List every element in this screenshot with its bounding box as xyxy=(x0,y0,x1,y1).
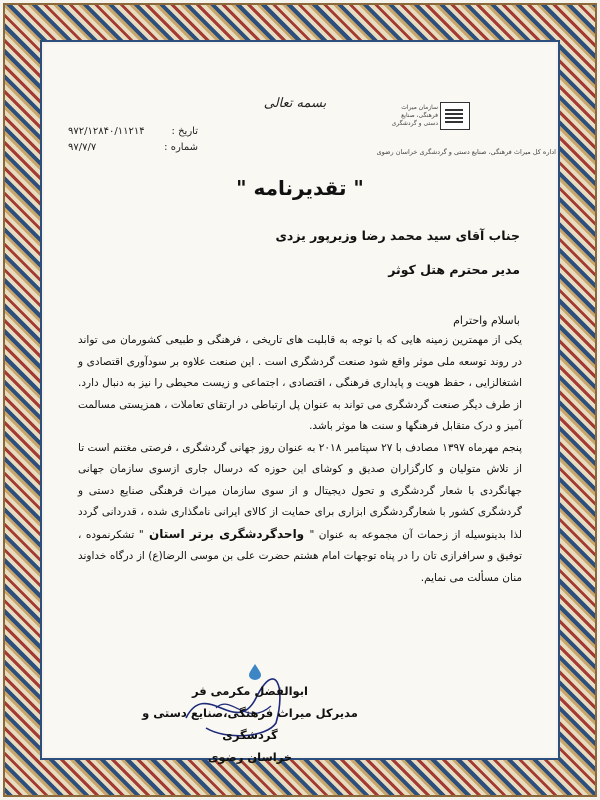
certificate-title: " تقدیرنامه " xyxy=(236,176,364,200)
number-value: ۹۷/۷/۷ xyxy=(68,142,97,153)
date-row xyxy=(68,124,198,140)
number-label: شماره : xyxy=(164,142,198,153)
letter-body xyxy=(78,330,522,589)
date-value: ۹۷۲/۱۲۸۴۰/۱۱۲۱۴ xyxy=(68,126,145,137)
signer-name: ابوالفضل مکرمی فر xyxy=(191,684,308,698)
recipient-position: مدیر محترم هتل کوثر xyxy=(388,262,520,277)
organization-caption: اداره کل میراث فرهنگی، صنایع دستی و گردشگری خراسان رضوی xyxy=(376,148,556,156)
greeting: باسلام واحترام xyxy=(453,314,520,327)
signer-region: خراسان رضوی xyxy=(207,750,293,764)
signer-title: مدیرکل میراث فرهنگی،صنایع دستی و گردشگری xyxy=(142,706,358,742)
paragraph-2 xyxy=(78,438,522,590)
ink-stamp-icon xyxy=(248,664,262,680)
org-line: سازمان میراث xyxy=(401,104,438,111)
number-row xyxy=(68,140,198,156)
basmala: بسمه تعالی xyxy=(263,96,327,111)
signature-block xyxy=(120,680,380,768)
paragraph-2-closing: " تشکرنموده ، توفیق و سرافرازی تان را در پناه توجهات امام هشتم حضرت علی بن موسی الرضا(ع) از درگاه خداوند منان مسألت می نمایم. xyxy=(78,528,522,584)
document-meta xyxy=(68,124,198,156)
paragraph-2-text: پنجم مهرماه ۱۳۹۷ مصادف با ۲۷ سپتامبر ۲۰۱۸ به عنوان روز جهانی گردشگری ، فرصتی مغتنم است تا از تلاش متولیان و کارگزاران صدیق و کوشای این حوزه که درسال جاری ازسوی سازمان جهانی جهانگردی با شعار گردشگری و تحول دیجیتال و از سوی سازمان میراث فرهنگی صنایع دستی و گردشگری کشور با شعارگردشگری ابزاری برای حمایت از کالای ایرانی نامگذاری شده ، قدردانی گردد لذا بدینوسیله از زحمات آن مجموعه به عنوان " xyxy=(78,441,523,541)
paragraph-1: یکی از مهمترین زمینه هایی که با توجه به قابلیت های تاریخی ، فرهنگی و طبیعی کشورمان می تواند در روند توسعه ملی موثر واقع شود صنعت گردشگری است . این صنعت علاوه بر سودآوری اقتصادی و اشتغالزایی ، حفظ هویت و پایداری فرهنگی ، اقتصادی ، اجتماعی و زیست محیطی را نیز به دنبال دارد. از طرف دیگر صنعت گردشگری می تواند به عنوان پل ارتباطی در ارتقای تعاملات ، همزیستی مسالمت آمیز و درک متقابل فرهنگها و سنت ها موثر باشد. xyxy=(78,334,522,432)
award-title: واحدگردشگری برتر استان xyxy=(143,526,310,541)
organization-logo-icon xyxy=(440,102,470,130)
org-line: دستی و گردشگری xyxy=(391,120,438,127)
organization-name xyxy=(370,104,438,128)
date-label: تاریخ : xyxy=(171,126,198,137)
org-line: فرهنگی، صنایع xyxy=(401,112,438,119)
recipient-name: جناب آقای سید محمد رضا وزیرپور یزدی xyxy=(275,228,520,243)
